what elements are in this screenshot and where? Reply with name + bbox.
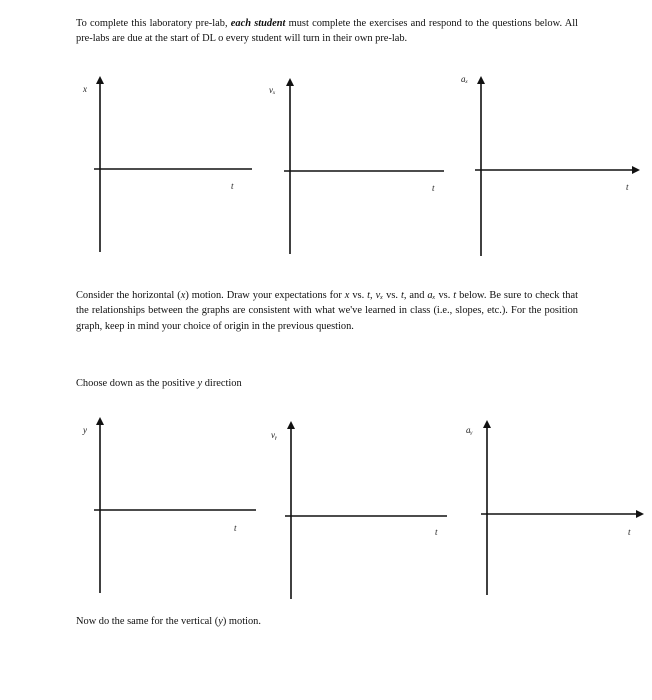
x-axis-label: t bbox=[432, 183, 435, 193]
symbol-t: t bbox=[367, 290, 371, 301]
intro-text-1: To complete this laboratory pre-lab, bbox=[76, 18, 231, 29]
x-axis-label: t bbox=[234, 523, 237, 533]
consider-text: , and bbox=[403, 290, 428, 301]
symbol-x: x bbox=[180, 290, 186, 301]
x-axis-label: t bbox=[435, 527, 438, 537]
consider-text: , bbox=[370, 290, 376, 301]
y-axis-label: x bbox=[83, 84, 87, 94]
x-axis-label: t bbox=[628, 527, 631, 537]
symbol-t: t bbox=[400, 290, 404, 301]
graph-y-vs-t bbox=[82, 421, 256, 593]
nowdo-text: Now do the same for the vertical ( bbox=[76, 616, 219, 627]
y-axis-label: y bbox=[83, 425, 87, 435]
y-axis-label: aᵧ bbox=[466, 425, 473, 435]
nowdo-text: ) motion. bbox=[222, 616, 261, 627]
y-axis-label: vₓ bbox=[269, 85, 276, 95]
symbol-t: t bbox=[453, 290, 457, 301]
x-axis-label: t bbox=[626, 182, 629, 192]
symbol-y: y bbox=[218, 616, 223, 627]
y-axis-label: aₓ bbox=[461, 74, 469, 84]
symbol-ax: aₓ bbox=[427, 290, 436, 301]
graph-vy-vs-t bbox=[271, 425, 447, 599]
consider-text: Consider the horizontal ( bbox=[76, 290, 181, 301]
consider-text: below. Be sure to check that the relationships between the graphs are consistent with what we've learned in class (i.e., slopes, etc.). For the position graph, keep in mind your choice of origin in the previous question. bbox=[76, 290, 578, 332]
consider-text: vs. bbox=[435, 290, 454, 301]
intro-text-2: must complete the exercises and respond to the questions below. All pre-labs are due at the start of DL o every student will turn in their own pre-lab. bbox=[76, 18, 578, 45]
symbol-y: y bbox=[197, 378, 203, 389]
symbol-vx: vₓ bbox=[375, 290, 384, 301]
y-axis-label: vᵧ bbox=[271, 430, 278, 440]
vertical-motion-instruction bbox=[76, 616, 261, 627]
choose-text: direction bbox=[202, 378, 242, 389]
intro-emphasis: each student bbox=[230, 18, 286, 29]
consider-text: vs. bbox=[383, 290, 401, 301]
graph-ay-vs-t bbox=[466, 424, 640, 595]
symbol-x: x bbox=[344, 290, 350, 301]
choose-text: Choose down as the positive bbox=[76, 378, 198, 389]
consider-text: ) motion. Draw your expectations for bbox=[185, 290, 345, 301]
consider-text: vs. bbox=[349, 290, 368, 301]
x-axis-label: t bbox=[231, 181, 234, 191]
